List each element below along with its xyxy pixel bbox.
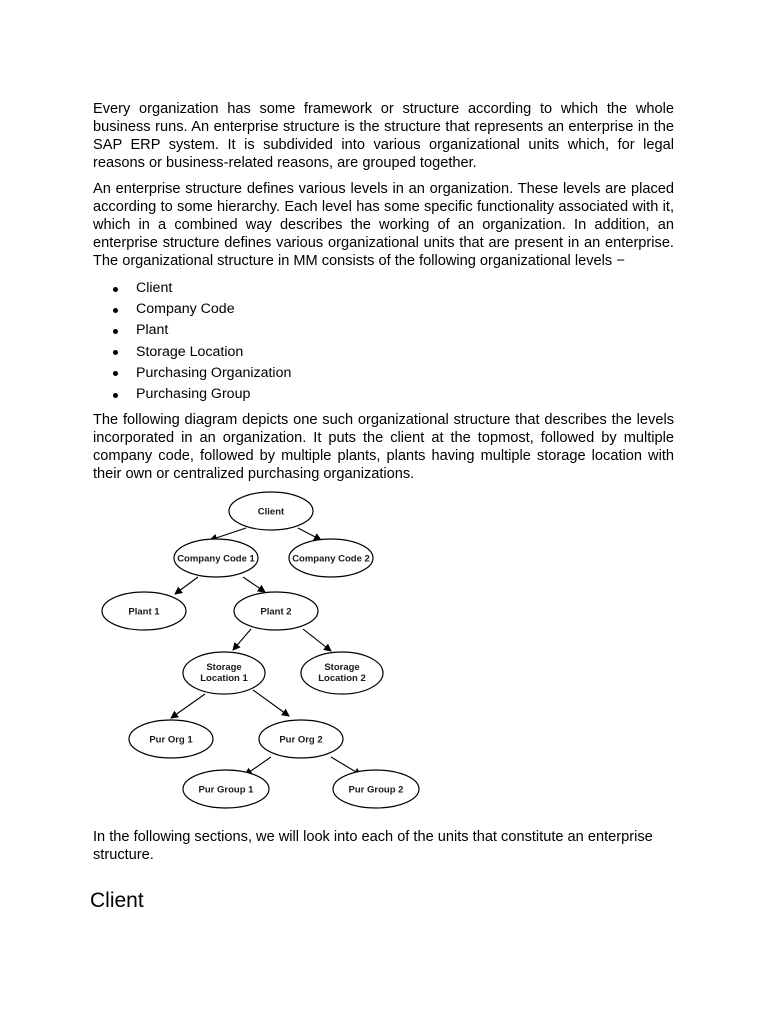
- list-item: [93, 342, 674, 363]
- node-storage-location-2: [301, 652, 383, 694]
- org-structure-diagram: [93, 491, 423, 816]
- list-item-label: Purchasing Organization: [136, 364, 292, 381]
- bullet-icon: [113, 308, 118, 313]
- node-storage-location-2-label-line2: Location 2: [318, 673, 366, 685]
- sections-intro-paragraph: In the following sections, we will look into each of the units that constitute an enterprise structure.: [93, 829, 653, 864]
- node-client: [229, 492, 313, 530]
- node-pur-org-2-label: Pur Org 2: [279, 734, 323, 746]
- node-client-label: Client: [257, 506, 285, 518]
- edge-cc1-plant2: [243, 577, 265, 592]
- node-plant-2-label: Plant 2: [260, 606, 292, 618]
- list-item: [93, 384, 674, 405]
- node-pur-group-1: [183, 770, 269, 808]
- list-item-label: Plant: [136, 322, 169, 339]
- node-company-code-2: [289, 539, 373, 577]
- node-company-code-1-label: Company Code 1: [177, 553, 255, 565]
- node-pur-org-2: [259, 720, 343, 758]
- node-pur-group-1-label: Pur Group 1: [198, 784, 254, 796]
- node-plant-1-label: Plant 1: [128, 606, 160, 618]
- edge-sl1-purorg1: [171, 694, 205, 718]
- section-heading: Client: [90, 889, 144, 913]
- list-item: [93, 299, 674, 320]
- levels-list: [93, 278, 674, 405]
- edge-cc1-plant1: [175, 577, 198, 594]
- list-item: [93, 278, 674, 299]
- list-item-label: Company Code: [136, 301, 235, 318]
- node-storage-location-1-label-line1: Storage: [206, 662, 242, 674]
- node-pur-group-2-label: Pur Group 2: [348, 784, 404, 796]
- node-pur-org-1: [129, 720, 213, 758]
- bullet-icon: [113, 393, 118, 398]
- edge-client-cc2: [298, 528, 321, 540]
- node-storage-location-2-label-line1: Storage: [324, 662, 360, 674]
- document-page: [90, 100, 674, 914]
- node-plant-1: [102, 592, 186, 630]
- node-pur-group-2: [333, 770, 419, 808]
- bullet-icon: [113, 287, 118, 292]
- intro-paragraph: Every organization has some framework or structure according to which the whole business runs. An enterprise structure is the structure that represents an enterprise in the SAP ERP system. It is subdivided into various organizational units which, for legal reasons or business-related reasons, are grouped together.: [93, 101, 674, 171]
- list-item-label: Purchasing Group: [136, 386, 251, 403]
- edge-plant2-sl1: [233, 629, 251, 650]
- node-plant-2: [234, 592, 318, 630]
- bullet-icon: [113, 350, 118, 355]
- list-item-label: Client: [136, 280, 173, 296]
- node-pur-org-1-label: Pur Org 1: [149, 734, 193, 746]
- bullet-icon: [113, 371, 118, 376]
- list-item-label: Storage Location: [136, 343, 244, 360]
- bullet-icon: [113, 329, 118, 334]
- edge-plant2-sl2: [303, 629, 331, 651]
- list-item: [93, 363, 674, 384]
- diagram-intro-paragraph: The following diagram depicts one such organizational structure that describes the levels incorporated in an organization. It puts the client at the topmost, followed by multiple company code, followed by multiple plants, plants having multiple storage location with their own or centralized purchasing organizations.: [93, 412, 674, 483]
- edge-client-cc1: [210, 528, 246, 540]
- node-storage-location-1-label-line2: Location 1: [200, 673, 248, 685]
- levels-paragraph: An enterprise structure defines various levels in an organization. These levels are placed according to some hierarchy. Each level has some specific functionality associated with it, which in a combined way describes the working of an organization. In addition, an enterprise structure defines various organizational units that are present in an enterprise. The organizational structure in MM consists of the following organizational levels −: [93, 181, 674, 269]
- edge-sl1-purorg2: [253, 690, 289, 716]
- node-company-code-2-label: Company Code 2: [292, 553, 370, 565]
- node-company-code-1: [174, 539, 258, 577]
- list-item: [93, 320, 674, 341]
- node-storage-location-1: [183, 652, 265, 694]
